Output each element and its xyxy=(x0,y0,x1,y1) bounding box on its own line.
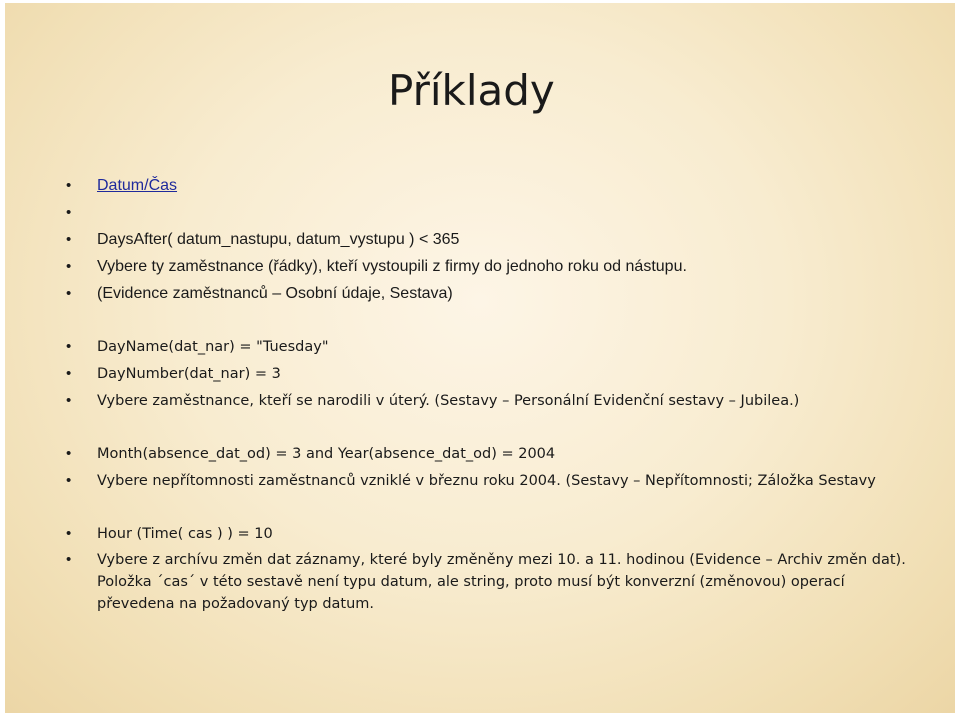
bullet-dayname-description: • Vybere zaměstnance, kteří se narodili v úterý. (Sestavy – Personální Evidenční sestavy – Jubilea.) xyxy=(97,390,917,412)
bullet-month-expression: • Month(absence_dat_od) = 3 and Year(absence_dat_od) = 2004 xyxy=(97,443,917,465)
bullet-month-description: • Vybere nepřítomnosti zaměstnanců vzniklé v březnu roku 2004. (Sestavy – Nepřítomnosti; Záložka Sestavy xyxy=(97,470,917,492)
slide xyxy=(5,3,955,713)
bullet-daysafter-description: • Vybere ty zaměstnance (řádky), kteří vystoupili z firmy do jednoho roku od nástupu. xyxy=(97,256,917,278)
bullet-dayname-expression: • DayName(dat_nar) = "Tuesday" xyxy=(97,336,917,358)
bullet-datum-cas-link[interactable]: • Datum/Čas xyxy=(97,175,917,197)
bullet-hour-expression: • Hour (Time( cas ) ) = 10 xyxy=(97,523,917,545)
bullet-daysafter-expression: • DaysAfter( datum_nastupu, datum_vystupu ) < 365 xyxy=(97,229,917,251)
slide-title: Příklady xyxy=(388,66,555,115)
bullet-hour-description: • Vybere z archívu změn dat záznamy, které byly změněny mezi 10. a 11. hodinou (Evidence – Archiv změn dat). Položka ´cas´ v této sestavě není typu datum, ale string, proto musí být konverzní (změnovou) operací převedena na požadovaný typ datum. xyxy=(97,549,917,615)
bullet-daynumber-expression: • DayNumber(dat_nar) = 3 xyxy=(97,363,917,385)
bullet-daysafter-source: • (Evidence zaměstnanců – Osobní údaje, Sestava) xyxy=(97,283,917,305)
